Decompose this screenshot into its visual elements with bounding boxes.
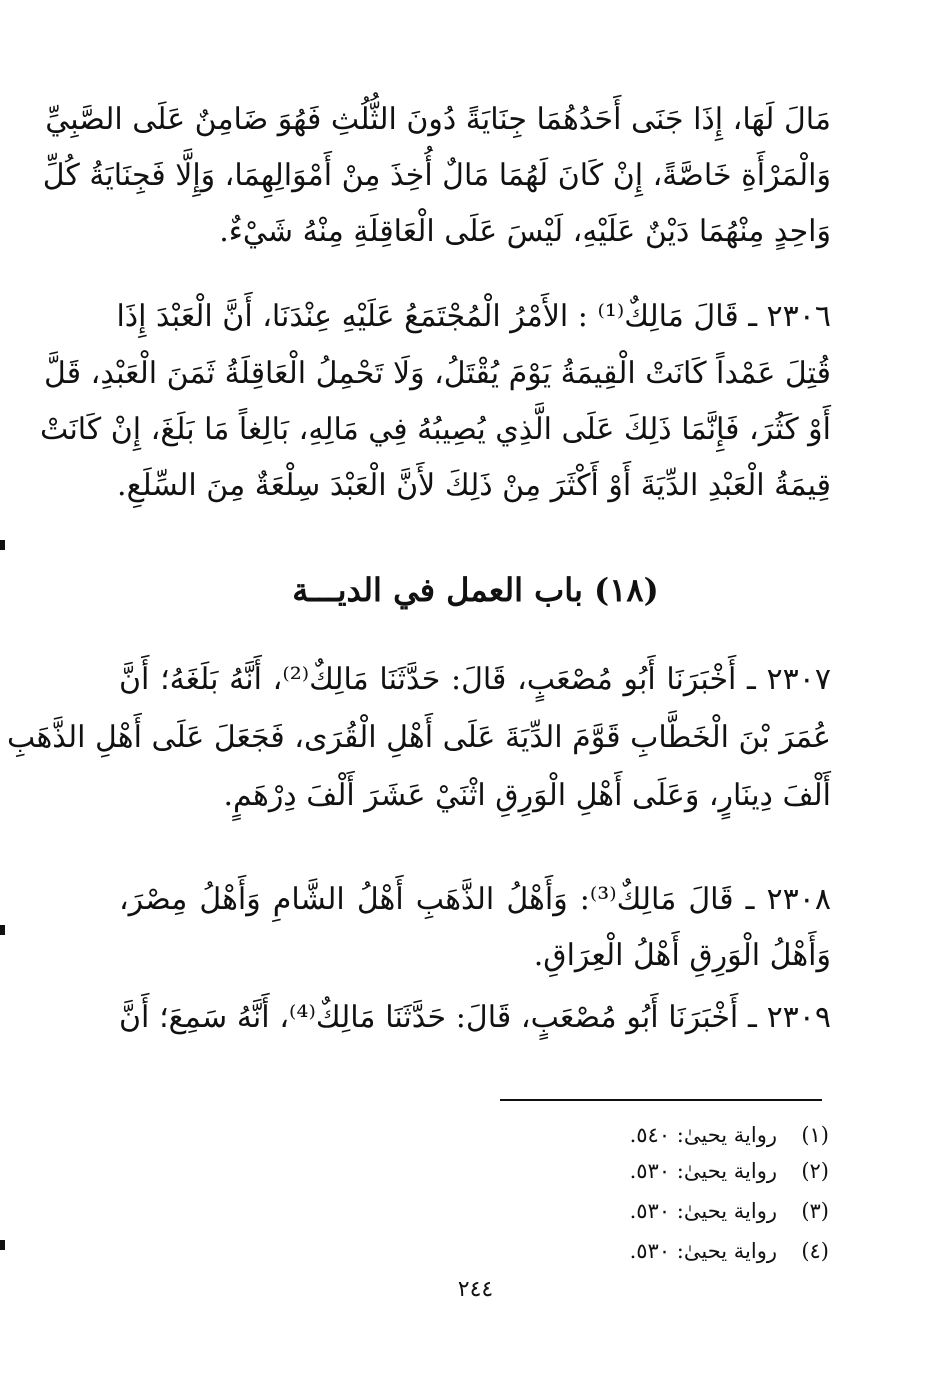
footnote-separator bbox=[500, 1099, 822, 1101]
section-heading: (١٨) باب العمل في الديـــة bbox=[292, 571, 659, 609]
text-line: قِيمَةُ الْعَبْدِ الدِّيَةَ أَوْ أَكْثَرَ مِنْ ذَلِكَ لأَنَّ الْعَبْدَ سِلْعَةٌ مِنَ السِّلَعِ. bbox=[117, 468, 831, 503]
text-line: وَالْمَرْأَةِ خَاصَّةً، إِنْ كَانَ لَهُمَا مَالٌ أُخِذَ مِنْ أَمْوَالِهِمَا، وَإِلَّا فَجِنَايَةُ كُلِّ bbox=[42, 158, 831, 193]
footnote-text: رواية يحيىٰ: ٥٤٠. bbox=[629, 1123, 777, 1147]
footnote bbox=[429, 1196, 829, 1226]
scan-mark bbox=[0, 1240, 5, 1250]
footnote-number: (٣) bbox=[801, 1199, 829, 1223]
page-number: ٢٤٤ bbox=[457, 1277, 494, 1302]
footnote-number: (٢) bbox=[801, 1159, 829, 1183]
text-line: أَوْ كَثُرَ، فَإِنَّمَا ذَلِكَ عَلَى الَّذِي يُصِيبُهُ فِي مَالِهِ، بَالِغاً مَا بَلَغَ، إِنْ كَانَتْ bbox=[39, 412, 831, 447]
footnote-text: رواية يحيىٰ: ٥٣٠. bbox=[629, 1239, 777, 1263]
text-line: قُتِلَ عَمْداً كَانَتْ الْقِيمَةُ يَوْمَ يُقْتَلُ، وَلَا تَحْمِلُ الْعَاقِلَةُ ثَمَنَ الْعَبْدِ، قَلَّ bbox=[44, 356, 831, 391]
footnote bbox=[429, 1236, 829, 1266]
text-line: وَاحِدٍ مِنْهُمَا دَيْنٌ عَلَيْهِ، لَيْسَ عَلَى الْعَاقِلَةِ مِنْهُ شَيْءٌ. bbox=[219, 214, 831, 249]
scan-mark bbox=[0, 540, 5, 550]
text-line: ٢٣٠٧ ـ أَخْبَرَنَا أَبُو مُصْعَبٍ، قَالَ: حَدَّثَنَا مَالِكٌ⁽²⁾، أَنَّهُ بَلَغَهُ؛ أَنَّ bbox=[119, 662, 831, 697]
footnote-text: رواية يحيىٰ: ٥٣٠. bbox=[629, 1159, 777, 1183]
text-line: وَأَهْلُ الْوَرِقِ أَهْلُ الْعِرَاقِ. bbox=[533, 938, 831, 973]
text-line: ٢٣٠٦ ـ قَالَ مَالِكٌ⁽¹⁾ : الأَمْرُ الْمُجْتَمَعُ عَلَيْهِ عِنْدَنَا، أَنَّ الْعَبْدَ إِذَا bbox=[116, 299, 831, 334]
footnote bbox=[429, 1120, 829, 1150]
footnote-number: (١) bbox=[801, 1123, 829, 1147]
text-line: ٢٣٠٩ ـ أَخْبَرَنَا أَبُو مُصْعَبٍ، قَالَ: حَدَّثَنَا مَالِكٌ⁽⁴⁾، أَنَّهُ سَمِعَ؛ أَنَّ bbox=[119, 1000, 832, 1035]
footnote-number: (٤) bbox=[801, 1239, 829, 1263]
text-line: عُمَرَ بْنَ الْخَطَّابِ قَوَّمَ الدِّيَةَ عَلَى أَهْلِ الْقُرَى، فَجَعَلَ عَلَى أَهْلِ الذَّهَبِ bbox=[7, 720, 831, 755]
footnote-text: رواية يحيىٰ: ٥٣٠. bbox=[629, 1199, 777, 1223]
text-line: أَلْفَ دِينَارٍ، وَعَلَى أَهْلِ الْوَرِقِ اثْنَيْ عَشَرَ أَلْفَ دِرْهَمٍ. bbox=[223, 778, 831, 813]
footnote bbox=[429, 1156, 829, 1186]
text-line: مَالَ لَهَا، إِذَا جَنَى أَحَدُهُمَا جِنَايَةً دُونَ الثُّلُثِ فَهُوَ ضَامِنٌ عَلَى الصَّبِيِّ bbox=[45, 102, 831, 137]
scan-mark bbox=[0, 925, 5, 935]
text-line: ٢٣٠٨ ـ قَالَ مَالِكٌ⁽³⁾: وَأَهْلُ الذَّهَبِ أَهْلُ الشَّامِ وَأَهْلُ مِصْرَ، bbox=[119, 882, 831, 917]
